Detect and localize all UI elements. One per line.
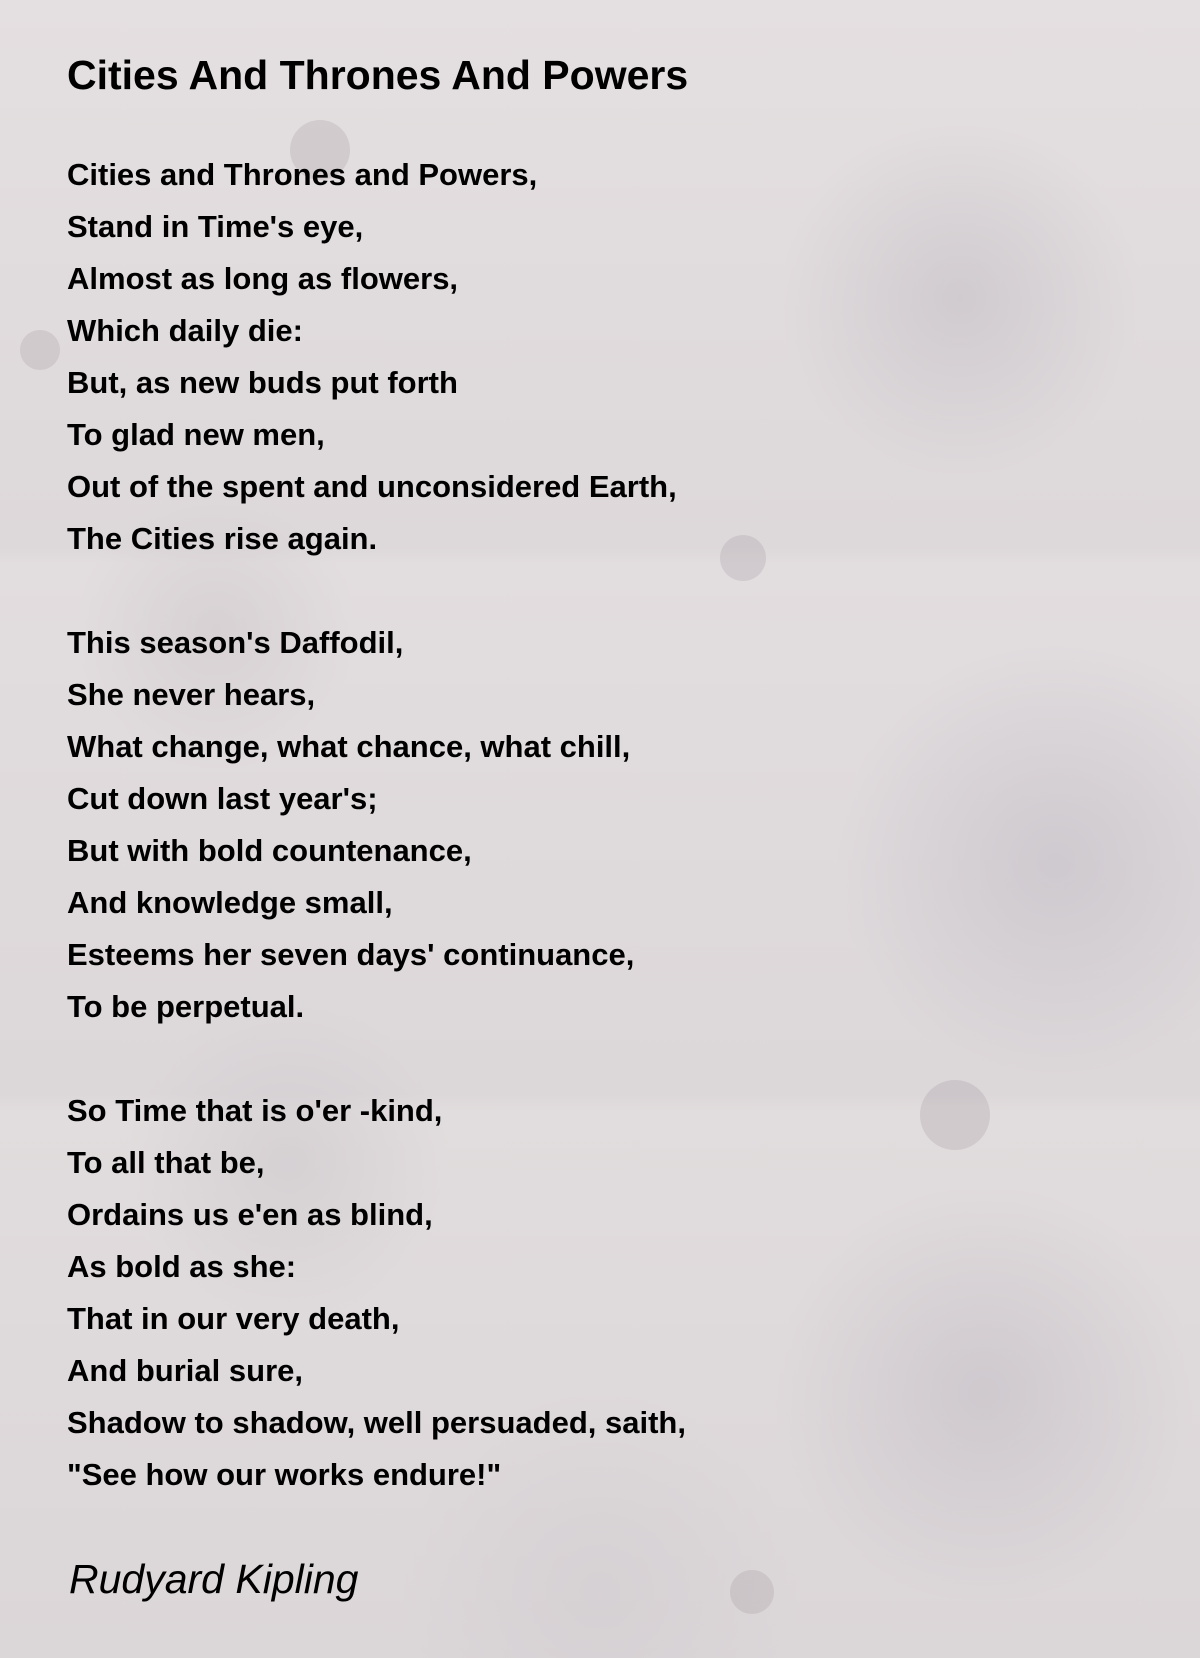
stanza-2 [67, 617, 634, 1033]
poem-line: But with bold countenance, [67, 833, 472, 868]
poem-line: As bold as she: [67, 1249, 297, 1284]
poem-line: The Cities rise again. [67, 521, 378, 556]
poem-line: What change, what chance, what chill, [67, 729, 631, 764]
poem-line: "See how our works endure!" [67, 1457, 502, 1492]
poem-line: So Time that is o'er -kind, [67, 1093, 443, 1128]
poem-line: Cities and Thrones and Powers, [67, 157, 538, 192]
poem-line: To glad new men, [67, 417, 325, 452]
poem-line: And burial sure, [67, 1353, 303, 1388]
poem-line: Ordains us e'en as blind, [67, 1197, 433, 1232]
background-ink-spot [730, 1570, 774, 1614]
poem-line: She never hears, [67, 677, 316, 712]
stanza-1 [67, 149, 677, 565]
stanza-3 [67, 1085, 686, 1501]
poem-line: Esteems her seven days' continuance, [67, 937, 635, 972]
poem-line: But, as new buds put forth [67, 365, 458, 400]
poem-line: That in our very death, [67, 1301, 400, 1336]
poem-line: And knowledge small, [67, 885, 393, 920]
background-ink-spot [720, 535, 766, 581]
poem-line: To be perpetual. [67, 989, 305, 1024]
poem-line: Almost as long as flowers, [67, 261, 459, 296]
poem-line: To all that be, [67, 1145, 265, 1180]
poem-line: Cut down last year's; [67, 781, 378, 816]
poem-author: Rudyard Kipling [69, 1556, 359, 1602]
poem-line: Stand in Time's eye, [67, 209, 364, 244]
background-ink-spot [20, 330, 60, 370]
poem-line: This season's Daffodil, [67, 625, 404, 660]
poem-line: Shadow to shadow, well persuaded, saith, [67, 1405, 686, 1440]
poem-title: Cities And Thrones And Powers [67, 52, 689, 98]
poem-line: Which daily die: [67, 313, 303, 348]
poem-line: Out of the spent and unconsidered Earth, [67, 469, 677, 504]
background-ink-spot [920, 1080, 990, 1150]
